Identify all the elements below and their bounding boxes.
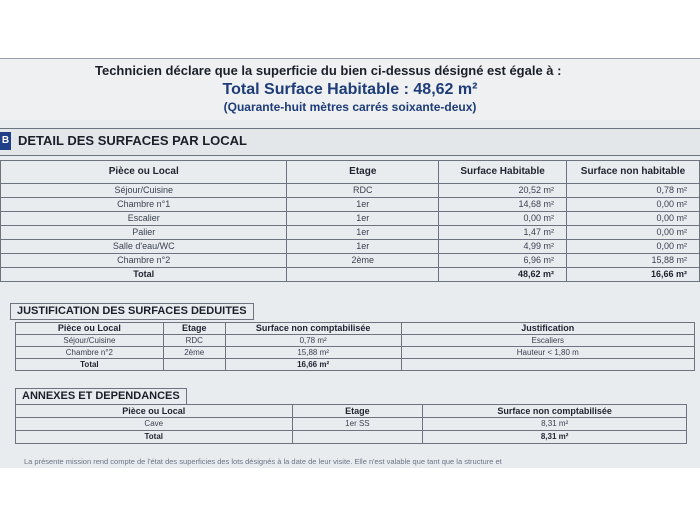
column-header: Etage (163, 323, 225, 335)
total-label: Total (16, 359, 164, 371)
floor: 1er (287, 240, 439, 254)
non-habitable-surface: 15,88 m² (567, 254, 700, 268)
uncounted-surface: 15,88 m² (225, 347, 401, 359)
total-justification (401, 359, 694, 371)
total-label: Total (16, 431, 293, 444)
table-row (16, 347, 695, 359)
total-habitable-surface: Total Surface Habitable : 48,62 m² (222, 81, 478, 98)
total-non-habitable: 16,66 m² (567, 268, 700, 282)
non-habitable-surface: 0,78 m² (567, 184, 700, 198)
table-header-row (1, 161, 700, 184)
total-row (16, 359, 695, 371)
table-header-row (16, 323, 695, 335)
column-header: Pièce ou Local (16, 323, 164, 335)
floor: 1er (287, 212, 439, 226)
deducted-surfaces-table (15, 322, 695, 371)
total-floor (292, 431, 423, 444)
column-header: Etage (292, 405, 423, 418)
habitable-surface: 0,00 m² (439, 212, 567, 226)
table-row (16, 418, 687, 431)
top-divider (0, 58, 700, 59)
room-name: Chambre n°2 (1, 254, 287, 268)
habitable-surface: 4,99 m² (439, 240, 567, 254)
room-name: Salle d'eau/WC (1, 240, 287, 254)
table-row (1, 240, 700, 254)
non-habitable-surface: 0,00 m² (567, 198, 700, 212)
annexes-title: ANNEXES ET DEPENDANCES (15, 388, 187, 405)
surfaces-by-room-table (0, 160, 700, 282)
column-header: Surface Habitable (439, 161, 567, 184)
room-name: Chambre n°2 (16, 347, 164, 359)
habitable-surface: 14,68 m² (439, 198, 567, 212)
total-label: Total (1, 268, 287, 282)
habitable-surface: 6,96 m² (439, 254, 567, 268)
floor: 1er (287, 198, 439, 212)
non-habitable-surface: 0,00 m² (567, 226, 700, 240)
habitable-surface: 20,52 m² (439, 184, 567, 198)
table-row (1, 212, 700, 226)
floor: 2ème (287, 254, 439, 268)
section-title: DETAIL DES SURFACES PAR LOCAL (18, 133, 247, 148)
room-name: Séjour/Cuisine (1, 184, 287, 198)
floor: RDC (163, 335, 225, 347)
justification-reason: Escaliers (401, 335, 694, 347)
total-row (1, 268, 700, 282)
table-row (1, 184, 700, 198)
total-uncounted: 16,66 m² (225, 359, 401, 371)
floor: 2ème (163, 347, 225, 359)
floor: 1er SS (292, 418, 423, 431)
declaration-text: Technicien déclare que la superficie du bien ci-dessus désigné est égale à : (95, 63, 562, 78)
non-habitable-surface: 0,00 m² (567, 212, 700, 226)
room-name: Escalier (1, 212, 287, 226)
total-row (16, 431, 687, 444)
uncounted-surface: 0,78 m² (225, 335, 401, 347)
column-header: Surface non comptabilisée (225, 323, 401, 335)
column-header: Pièce ou Local (1, 161, 287, 184)
justification-title: JUSTIFICATION DES SURFACES DEDUITES (10, 303, 254, 320)
column-header: Justification (401, 323, 694, 335)
total-uncounted: 8,31 m² (423, 431, 687, 444)
room-name: Chambre n°1 (1, 198, 287, 212)
column-header: Etage (287, 161, 439, 184)
section-badge: B (0, 132, 11, 150)
room-name: Séjour/Cuisine (16, 335, 164, 347)
total-surface-in-words: (Quarante-huit mètres carrés soixante-deux) (223, 100, 477, 114)
uncounted-surface: 8,31 m² (423, 418, 687, 431)
total-floor (287, 268, 439, 282)
section-b-header (0, 128, 700, 156)
room-name: Palier (1, 226, 287, 240)
table-header-row (16, 405, 687, 418)
justification-reason: Hauteur < 1,80 m (401, 347, 694, 359)
annexes-table (15, 404, 687, 444)
total-habitable: 48,62 m² (439, 268, 567, 282)
column-header: Surface non habitable (567, 161, 700, 184)
floor: 1er (287, 226, 439, 240)
table-row (1, 198, 700, 212)
non-habitable-surface: 0,00 m² (567, 240, 700, 254)
table-row (16, 335, 695, 347)
habitable-surface: 1,47 m² (439, 226, 567, 240)
column-header: Pièce ou Local (16, 405, 293, 418)
total-floor (163, 359, 225, 371)
floor: RDC (287, 184, 439, 198)
table-row (1, 254, 700, 268)
room-name: Cave (16, 418, 293, 431)
column-header: Surface non comptabilisée (423, 405, 687, 418)
table-row (1, 226, 700, 240)
footer-note: La présente mission rend compte de l'état des superficies des lots désignés à la date de leur visite. Elle n'est valable que tant que la structure et (24, 457, 502, 466)
